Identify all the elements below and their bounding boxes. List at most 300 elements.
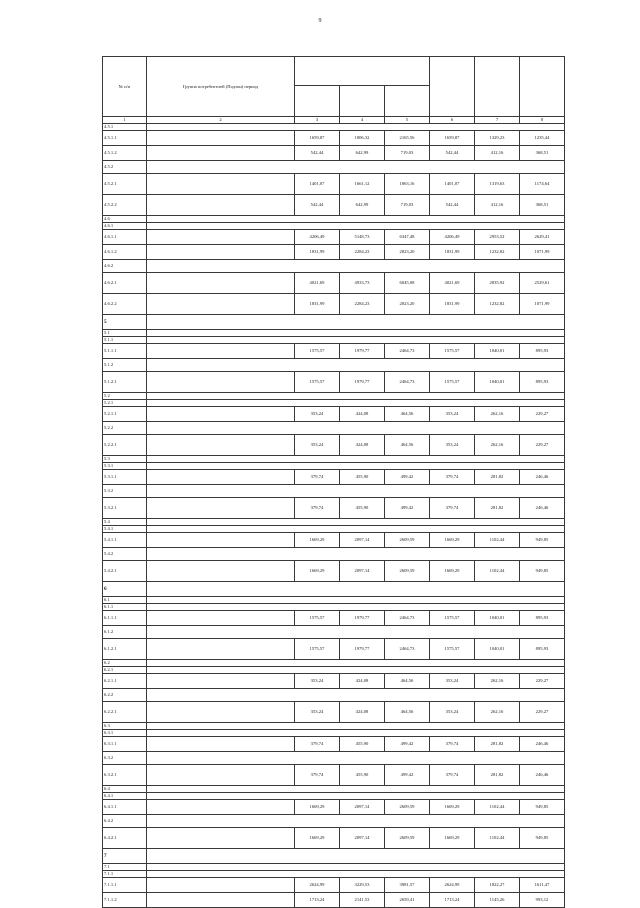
subheading-text: [147, 485, 565, 498]
row-value: 246,46: [520, 470, 565, 485]
row-value: 379,74: [430, 498, 475, 519]
row-value: 1979,77: [340, 344, 385, 359]
row-name: [147, 893, 295, 908]
table-row: [103, 533, 565, 548]
row-value: 1145,26: [475, 893, 520, 908]
subheading-text: [147, 393, 565, 400]
row-value: 993,12: [520, 893, 565, 908]
row-value: 2659,41: [385, 893, 430, 908]
row-value: 2464,73: [385, 372, 430, 393]
row-value: 246,46: [520, 737, 565, 752]
row-name: [147, 131, 295, 146]
subheading-row: [103, 752, 565, 765]
row-name: [147, 273, 295, 294]
subheading-text: [147, 223, 565, 230]
row-value: 1575,57: [295, 344, 340, 359]
table-row: [103, 737, 565, 752]
row-value: 2284,23: [340, 245, 385, 260]
table-row: [103, 470, 565, 485]
row-number: 6.4.2.1: [103, 828, 147, 849]
header-a2: [340, 86, 385, 117]
subheading-text: [147, 161, 565, 174]
subheading-row: [103, 864, 565, 871]
section-number: 7: [103, 849, 147, 864]
table-row: [103, 639, 565, 660]
header-a3: [385, 86, 430, 117]
row-value: 353,24: [430, 674, 475, 689]
row-number: 6.2.2.1: [103, 702, 147, 723]
row-value: 353,24: [295, 407, 340, 422]
row-number: 5.1.1.1: [103, 344, 147, 359]
table-row: [103, 131, 565, 146]
row-value: 4206,49: [295, 230, 340, 245]
subheading-text: [147, 548, 565, 561]
header-b1: [430, 57, 475, 117]
row-number: 4.6.2.1: [103, 273, 147, 294]
table-row: [103, 273, 565, 294]
row-value: 1806,32: [340, 131, 385, 146]
row-name: [147, 294, 295, 315]
row-value: 424,08: [340, 435, 385, 456]
row-name: [147, 639, 295, 660]
subheading-text: [147, 359, 565, 372]
row-name: [147, 737, 295, 752]
row-value: 2097,14: [340, 800, 385, 815]
row-value: 2835,92: [475, 273, 520, 294]
row-value: 1102,44: [475, 533, 520, 548]
row-value: 455,90: [340, 765, 385, 786]
header-group-a: [295, 57, 430, 86]
row-value: 949,85: [520, 561, 565, 582]
row-value: 464,56: [385, 702, 430, 723]
table-row: [103, 611, 565, 626]
row-name: [147, 533, 295, 548]
subheading-row: [103, 689, 565, 702]
row-value: 353,24: [295, 435, 340, 456]
row-value: 1401,07: [430, 174, 475, 195]
row-number: 5.1.2.1: [103, 372, 147, 393]
row-value: 1232,82: [475, 245, 520, 260]
row-value: 2609,59: [385, 533, 430, 548]
subheading-row: [103, 660, 565, 667]
subheading-number: 5.4.2: [103, 548, 147, 561]
subheading-text: [147, 786, 565, 793]
table-row: [103, 294, 565, 315]
row-value: 1669,29: [430, 533, 475, 548]
subheading-text: [147, 604, 565, 611]
row-value: 1575,57: [430, 639, 475, 660]
subheading-text: [147, 400, 565, 407]
header-name: Группа потребителей (Подзон) период: [147, 57, 295, 117]
row-number: 5.4.1.1: [103, 533, 147, 548]
section-heading-row: [103, 849, 565, 864]
row-value: 281,82: [475, 498, 520, 519]
subheading-text: [147, 752, 565, 765]
subheading-number: 4.5.2: [103, 161, 147, 174]
row-value: 1071,99: [520, 294, 565, 315]
row-number: 5.2.2.1: [103, 435, 147, 456]
row-value: 379,74: [295, 765, 340, 786]
column-index: 6: [430, 117, 475, 124]
subheading-number: 4.6.1: [103, 223, 147, 230]
subheading-row: [103, 216, 565, 223]
subheading-text: [147, 871, 565, 878]
header-no: № п/п: [103, 57, 147, 117]
row-value: 2609,59: [385, 800, 430, 815]
subheading-row: [103, 793, 565, 800]
row-value: 1669,29: [430, 828, 475, 849]
row-value: 2624,99: [295, 878, 340, 893]
row-value: 262,16: [475, 435, 520, 456]
row-name: [147, 498, 295, 519]
row-value: 1713,24: [430, 893, 475, 908]
table-row: [103, 765, 565, 786]
table-row: [103, 878, 565, 893]
row-value: 2284,23: [340, 294, 385, 315]
row-value: 1040,01: [475, 372, 520, 393]
table-row: [103, 800, 565, 815]
row-value: 895,93: [520, 639, 565, 660]
row-value: 353,24: [430, 407, 475, 422]
subheading-number: 4.6: [103, 216, 147, 223]
row-value: 464,56: [385, 435, 430, 456]
row-value: 379,74: [295, 470, 340, 485]
subheading-row: [103, 485, 565, 498]
subheading-row: [103, 730, 565, 737]
row-value: 379,74: [295, 498, 340, 519]
subheading-number: 6.3.1: [103, 730, 147, 737]
subheading-row: [103, 161, 565, 174]
subheading-number: 6.4.2: [103, 815, 147, 828]
row-name: [147, 561, 295, 582]
subheading-text: [147, 626, 565, 639]
subheading-text: [147, 689, 565, 702]
row-value: 455,90: [340, 498, 385, 519]
row-value: 379,74: [430, 470, 475, 485]
row-value: 424,08: [340, 702, 385, 723]
subheading-row: [103, 597, 565, 604]
subheading-number: 5.1.2: [103, 359, 147, 372]
row-value: 542,44: [295, 146, 340, 161]
subheading-text: [147, 216, 565, 223]
subheading-row: [103, 626, 565, 639]
header-b3: [520, 57, 565, 117]
row-name: [147, 702, 295, 723]
subheading-number: 6.3.2: [103, 752, 147, 765]
section-title: [147, 315, 565, 330]
row-value: 1329,23: [475, 131, 520, 146]
row-number: 5.2.1.1: [103, 407, 147, 422]
table-row: [103, 344, 565, 359]
row-value: 642,99: [340, 195, 385, 216]
table-row: [103, 245, 565, 260]
column-index: 5: [385, 117, 430, 124]
row-value: 2141,53: [340, 893, 385, 908]
row-number: 7.1.1.2: [103, 893, 147, 908]
row-number: 5.3.1.1: [103, 470, 147, 485]
row-value: 2529,61: [520, 273, 565, 294]
row-value: 1659,87: [295, 131, 340, 146]
row-value: 1040,01: [475, 611, 520, 626]
section-number: 6: [103, 582, 147, 597]
subheading-row: [103, 456, 565, 463]
row-value: 281,82: [475, 470, 520, 485]
subheading-number: 5.3.1: [103, 463, 147, 470]
row-number: 6.3.2.1: [103, 765, 147, 786]
subheading-number: 6.1.2: [103, 626, 147, 639]
subheading-text: [147, 815, 565, 828]
row-value: 949,85: [520, 800, 565, 815]
row-value: 2953,52: [475, 230, 520, 245]
row-value: 6347,48: [385, 230, 430, 245]
column-index: 2: [147, 117, 295, 124]
section-title: [147, 849, 565, 864]
subheading-text: [147, 793, 565, 800]
table-row: [103, 893, 565, 908]
subheading-row: [103, 330, 565, 337]
row-value: 379,74: [430, 737, 475, 752]
row-value: 2823,20: [385, 245, 430, 260]
row-value: 1575,57: [295, 372, 340, 393]
row-value: 1102,44: [475, 561, 520, 582]
subheading-row: [103, 786, 565, 793]
row-value: 1174,64: [520, 174, 565, 195]
row-value: 1831,99: [295, 245, 340, 260]
row-value: 6045,08: [385, 273, 430, 294]
subheading-number: 6.1.1: [103, 604, 147, 611]
row-value: 4933,73: [340, 273, 385, 294]
row-value: 542,44: [295, 195, 340, 216]
row-value: 2165,56: [385, 131, 430, 146]
row-name: [147, 195, 295, 216]
row-value: 1669,29: [295, 561, 340, 582]
row-value: 1575,57: [430, 611, 475, 626]
row-value: 1040,01: [475, 639, 520, 660]
row-number: 4.6.1.1: [103, 230, 147, 245]
row-value: 895,93: [520, 611, 565, 626]
row-name: [147, 230, 295, 245]
row-number: 5.4.2.1: [103, 561, 147, 582]
subheading-row: [103, 223, 565, 230]
row-value: 1713,24: [295, 893, 340, 908]
row-value: 1979,77: [340, 639, 385, 660]
row-value: 1575,57: [430, 344, 475, 359]
subheading-number: 6.2.2: [103, 689, 147, 702]
subheading-number: 7.1: [103, 864, 147, 871]
row-value: 262,16: [475, 674, 520, 689]
row-value: 1040,01: [475, 344, 520, 359]
row-value: 1659,87: [430, 131, 475, 146]
row-value: 1319,63: [475, 174, 520, 195]
subheading-row: [103, 337, 565, 344]
row-value: 1831,99: [430, 294, 475, 315]
subheading-text: [147, 660, 565, 667]
subheading-text: [147, 723, 565, 730]
subheading-row: [103, 815, 565, 828]
row-value: 2097,14: [340, 533, 385, 548]
subheading-number: 6.4: [103, 786, 147, 793]
row-name: [147, 765, 295, 786]
row-name: [147, 828, 295, 849]
row-value: 353,24: [295, 674, 340, 689]
section-title: [147, 582, 565, 597]
subheading-number: 6.1: [103, 597, 147, 604]
table-row: [103, 674, 565, 689]
row-value: 895,93: [520, 344, 565, 359]
row-value: 3229,53: [340, 878, 385, 893]
row-value: 5148,73: [340, 230, 385, 245]
row-value: 2823,20: [385, 294, 430, 315]
row-value: 1102,44: [475, 800, 520, 815]
row-number: 4.5.2.2: [103, 195, 147, 216]
row-value: 642,99: [340, 146, 385, 161]
row-value: 229,27: [520, 407, 565, 422]
row-value: 895,93: [520, 372, 565, 393]
row-value: 1669,29: [430, 800, 475, 815]
subheading-row: [103, 260, 565, 273]
subheading-number: 5.3: [103, 456, 147, 463]
row-value: 1401,07: [295, 174, 340, 195]
row-value: 368,51: [520, 146, 565, 161]
row-value: 281,82: [475, 765, 520, 786]
row-value: 499,42: [385, 470, 430, 485]
header-b2: [475, 57, 520, 117]
row-name: [147, 146, 295, 161]
table-row: [103, 828, 565, 849]
subheading-text: [147, 519, 565, 526]
row-number: 4.5.1.2: [103, 146, 147, 161]
row-value: 4021,69: [295, 273, 340, 294]
row-name: [147, 800, 295, 815]
row-name: [147, 435, 295, 456]
row-value: 1235,44: [520, 131, 565, 146]
row-number: 6.2.1.1: [103, 674, 147, 689]
row-value: 1669,29: [430, 561, 475, 582]
row-value: 2097,14: [340, 561, 385, 582]
subheading-row: [103, 723, 565, 730]
subheading-row: [103, 359, 565, 372]
subheading-number: 5.1: [103, 330, 147, 337]
subheading-number: 4.5.1: [103, 124, 147, 131]
row-value: 2464,73: [385, 344, 430, 359]
subheading-number: 5.4.1: [103, 526, 147, 533]
subheading-number: 6.2.1: [103, 667, 147, 674]
row-number: 4.5.2.1: [103, 174, 147, 195]
row-value: 1102,44: [475, 828, 520, 849]
row-value: 353,24: [430, 702, 475, 723]
subheading-number: 5.2: [103, 393, 147, 400]
row-value: 281,82: [475, 737, 520, 752]
row-name: [147, 407, 295, 422]
subheading-row: [103, 548, 565, 561]
subheading-row: [103, 463, 565, 470]
row-value: 2629,41: [520, 230, 565, 245]
subheading-text: [147, 330, 565, 337]
row-value: 246,46: [520, 498, 565, 519]
row-number: 4.6.2.2: [103, 294, 147, 315]
row-name: [147, 245, 295, 260]
subheading-number: 6.2: [103, 660, 147, 667]
subheading-text: [147, 667, 565, 674]
subheading-text: [147, 463, 565, 470]
table-row: [103, 195, 565, 216]
subheading-number: 5.4: [103, 519, 147, 526]
row-value: 1661,12: [340, 174, 385, 195]
row-value: 1669,29: [295, 828, 340, 849]
row-value: 2464,73: [385, 611, 430, 626]
column-index: 7: [475, 117, 520, 124]
row-name: [147, 674, 295, 689]
subheading-row: [103, 526, 565, 533]
row-value: 1575,57: [430, 372, 475, 393]
table-row: [103, 498, 565, 519]
row-value: 424,08: [340, 407, 385, 422]
section-number: 5: [103, 315, 147, 330]
row-value: 379,74: [295, 737, 340, 752]
row-value: 262,16: [475, 702, 520, 723]
subheading-number: 6.3: [103, 723, 147, 730]
column-index: 1: [103, 117, 147, 124]
subheading-row: [103, 667, 565, 674]
header-a1: [295, 86, 340, 117]
subheading-number: 7.1.1: [103, 871, 147, 878]
row-value: 1979,77: [340, 611, 385, 626]
row-value: 455,90: [340, 470, 385, 485]
row-value: 1611,47: [520, 878, 565, 893]
row-number: 6.4.1.1: [103, 800, 147, 815]
row-value: 949,85: [520, 533, 565, 548]
row-value: 1669,29: [295, 800, 340, 815]
subheading-text: [147, 864, 565, 871]
row-name: [147, 174, 295, 195]
row-value: 4021,69: [430, 273, 475, 294]
subheading-text: [147, 337, 565, 344]
row-value: 246,46: [520, 765, 565, 786]
row-value: 368,51: [520, 195, 565, 216]
row-value: 719,03: [385, 146, 430, 161]
row-value: 4206,49: [430, 230, 475, 245]
subheading-text: [147, 260, 565, 273]
table-body: [103, 124, 565, 908]
subheading-row: [103, 124, 565, 131]
table-row: [103, 702, 565, 723]
row-value: 1071,99: [520, 245, 565, 260]
row-name: [147, 611, 295, 626]
table-row: [103, 146, 565, 161]
row-number: 6.1.2.1: [103, 639, 147, 660]
row-value: 2624,99: [430, 878, 475, 893]
column-index: 3: [295, 117, 340, 124]
row-name: [147, 344, 295, 359]
row-value: 499,42: [385, 498, 430, 519]
row-number: 5.3.2.1: [103, 498, 147, 519]
tariff-table: [102, 56, 565, 908]
column-index-row: [103, 117, 565, 124]
subheading-text: [147, 526, 565, 533]
row-name: [147, 878, 295, 893]
subheading-number: 5.2.1: [103, 400, 147, 407]
row-value: 412,16: [475, 195, 520, 216]
subheading-number: 5.3.2: [103, 485, 147, 498]
subheading-row: [103, 393, 565, 400]
row-value: 379,74: [430, 765, 475, 786]
row-value: 542,44: [430, 146, 475, 161]
row-value: 1831,99: [430, 245, 475, 260]
row-value: 1831,99: [295, 294, 340, 315]
subheading-text: [147, 124, 565, 131]
table-row: [103, 561, 565, 582]
row-number: 6.1.1.1: [103, 611, 147, 626]
